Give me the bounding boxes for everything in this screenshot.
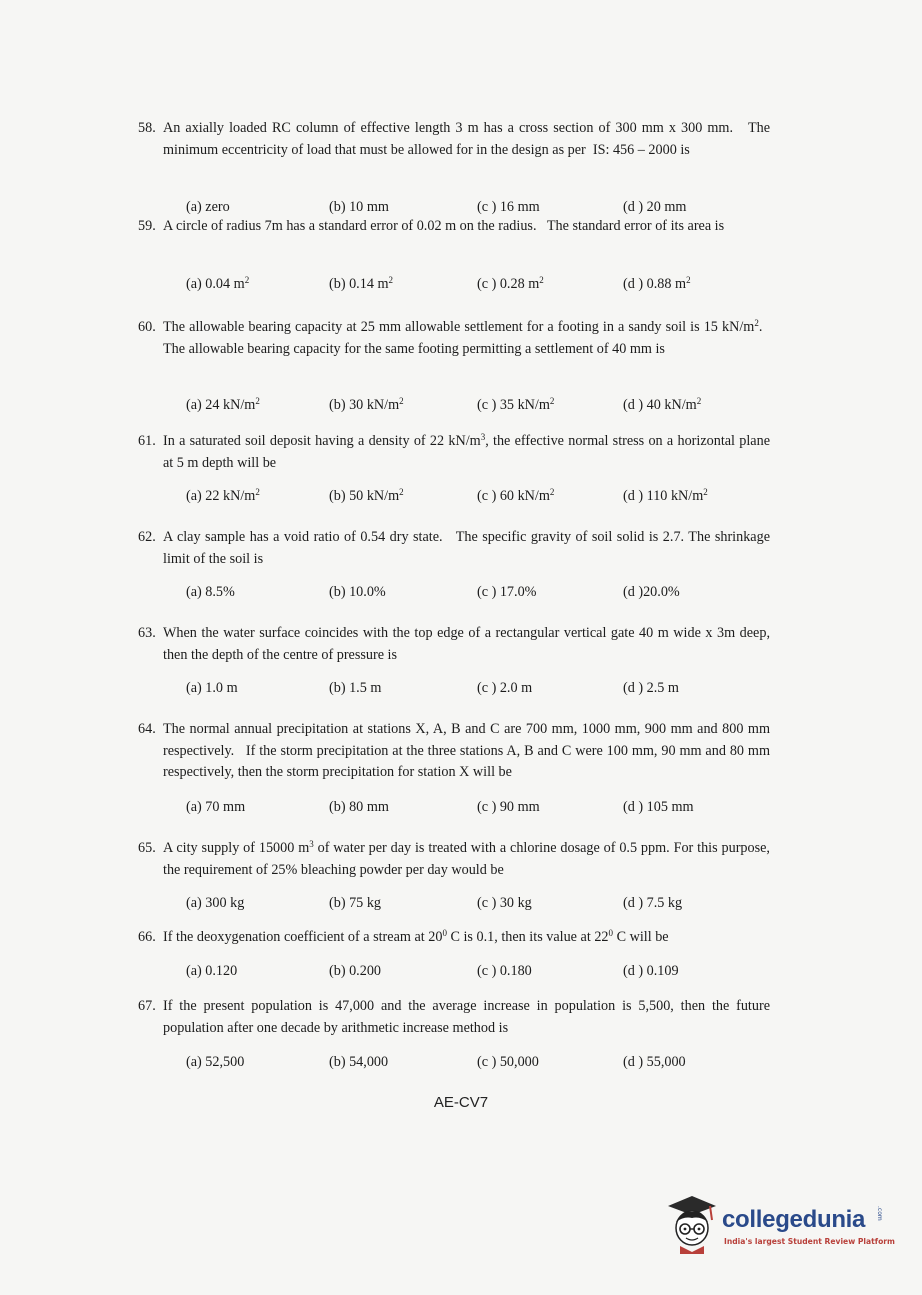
question-64 bbox=[138, 719, 770, 784]
option-d: (d ) 110 $kN/m^2$ bbox=[623, 487, 708, 504]
question-text: A city supply of 15000 $m^3$ of water per day is treated with a chlorine dosage of 0.5 ppm. For this purpose, the requirement of 25% bleaching powder per day would be bbox=[163, 839, 770, 878]
question-text: When the water surface coincides with the top edge of a rectangular vertical gate 40 m wide x 3m deep, then the depth of the centre of pressure is bbox=[163, 625, 770, 663]
mascot-icon bbox=[662, 1188, 722, 1260]
question-number: 63. bbox=[138, 625, 156, 641]
option-d: (d ) 40 $kN/m^2$ bbox=[623, 396, 702, 413]
option-d: (d ) 7.5 kg bbox=[623, 895, 683, 911]
question-number: 67. bbox=[138, 998, 156, 1014]
question-number: 62. bbox=[138, 529, 156, 545]
question-number: 66. bbox=[138, 929, 156, 945]
option-a: (a) 8.5% bbox=[186, 584, 235, 600]
question-60 bbox=[138, 317, 770, 360]
question-number: 60. bbox=[138, 319, 156, 335]
collegedunia-logo[interactable] bbox=[662, 1188, 902, 1260]
question-62 bbox=[138, 527, 770, 570]
question-text: A clay sample has a void ratio of 0.54 dry state. The specific gravity of soil solid is 2.7. The shrinkage limit of the soil is bbox=[163, 529, 770, 567]
option-b: (b) 80 mm bbox=[329, 799, 389, 815]
question-text: If the present population is 47,000 and the average increase in population is 5,500, then the future population after one decade by arithmetic increase method is bbox=[163, 998, 770, 1036]
option-a: (a) 0.04 $m^2$ bbox=[186, 275, 250, 292]
question-text: A circle of radius 7m has a standard error of 0.02 m on the radius. The standard error of its area is bbox=[163, 218, 725, 234]
logo-wordmark: collegedunia bbox=[722, 1206, 866, 1233]
option-c: (c ) 16 mm bbox=[477, 199, 540, 215]
option-c: (c ) 0.180 bbox=[477, 963, 532, 979]
logo-suffix: .com bbox=[876, 1206, 883, 1221]
option-a: (a) zero bbox=[186, 199, 230, 215]
option-a: (a) 300 kg bbox=[186, 895, 245, 911]
question-66 bbox=[138, 927, 770, 949]
option-c: (c ) 0.28 $m^2$ bbox=[477, 275, 544, 292]
question-number: 64. bbox=[138, 721, 156, 737]
option-b: (b) 10 mm bbox=[329, 199, 389, 215]
option-b: (b) 0.200 bbox=[329, 963, 382, 979]
option-b: (b) 50 $kN/m^2$ bbox=[329, 487, 404, 504]
option-a: (a) 0.120 bbox=[186, 963, 238, 979]
option-b: (b) 30 $kN/m^2$ bbox=[329, 396, 404, 413]
question-61 bbox=[138, 431, 770, 474]
question-text: In a saturated soil deposit having a density of 22 $kN/m^3$, the effective normal stress on a horizontal plane at 5 m depth will be bbox=[163, 432, 770, 471]
option-c: (c ) 2.0 m bbox=[477, 680, 533, 696]
option-c: (c ) 50,000 bbox=[477, 1054, 539, 1070]
question-number: 65. bbox=[138, 840, 156, 856]
option-b: (b) 1.5 m bbox=[329, 680, 382, 696]
option-d: (d ) 2.5 m bbox=[623, 680, 679, 696]
question-text: An axially loaded RC column of effective length 3 m has a cross section of 300 mm x 300 mm. The minimum eccentricity of load that must be allowed for in the design as per IS: 456 – 2000 is bbox=[163, 120, 770, 158]
option-b: (b) 10.0% bbox=[329, 584, 386, 600]
option-a: (a) 52,500 bbox=[186, 1054, 245, 1070]
option-a: (a) 70 mm bbox=[186, 799, 246, 815]
option-d: (d ) 105 mm bbox=[623, 799, 694, 815]
option-c: (c ) 90 mm bbox=[477, 799, 540, 815]
option-b: (b) 75 kg bbox=[329, 895, 382, 911]
option-d: (d ) 20 mm bbox=[623, 199, 687, 215]
question-65 bbox=[138, 838, 770, 881]
option-c: (c ) 35 $kN/m^2$ bbox=[477, 396, 555, 413]
option-d: (d ) 0.109 bbox=[623, 963, 679, 979]
option-a: (a) 22 $kN/m^2$ bbox=[186, 487, 260, 504]
question-58 bbox=[138, 118, 770, 161]
option-b: (b) 0.14 $m^2$ bbox=[329, 275, 394, 292]
question-67 bbox=[138, 996, 770, 1039]
option-d: (d ) 0.88 $m^2$ bbox=[623, 275, 691, 292]
option-c: (c ) 30 kg bbox=[477, 895, 532, 911]
option-c: (c ) 17.0% bbox=[477, 584, 537, 600]
question-text: The normal annual precipitation at stations X, A, B and C are 700 mm, 1000 mm, 900 mm and 800 mm respectively. If the storm precipitation at the three stations A, B and C were 100 mm, 90 mm and 80 mm respectively, then the storm precipitation for station X will be bbox=[163, 721, 770, 780]
option-a: (a) 1.0 m bbox=[186, 680, 238, 696]
question-text: If the deoxygenation coefficient of a stream at $20^0$ C is 0.1, then its value at $22^0$ C will be bbox=[163, 928, 669, 945]
question-text: The allowable bearing capacity at 25 mm allowable settlement for a footing in a sandy soil is 15 $kN/m^2$. The allowable bearing capacity for the same footing permitting a settlement of 40 mm is bbox=[163, 318, 771, 357]
question-number: 61. bbox=[138, 433, 156, 449]
option-a: (a) 24 $kN/m^2$ bbox=[186, 396, 260, 413]
option-c: (c ) 60 $kN/m^2$ bbox=[477, 487, 555, 504]
question-number: 58. bbox=[138, 120, 156, 136]
question-number: 59. bbox=[138, 218, 156, 234]
option-d: (d ) 55,000 bbox=[623, 1054, 686, 1070]
logo-tagline: India's largest Student Review Platform bbox=[724, 1237, 895, 1246]
page-code: AE-CV7 bbox=[433, 1094, 489, 1111]
question-63 bbox=[138, 623, 770, 666]
option-b: (b) 54,000 bbox=[329, 1054, 389, 1070]
question-59 bbox=[138, 216, 770, 238]
option-d: (d )20.0% bbox=[623, 584, 680, 600]
